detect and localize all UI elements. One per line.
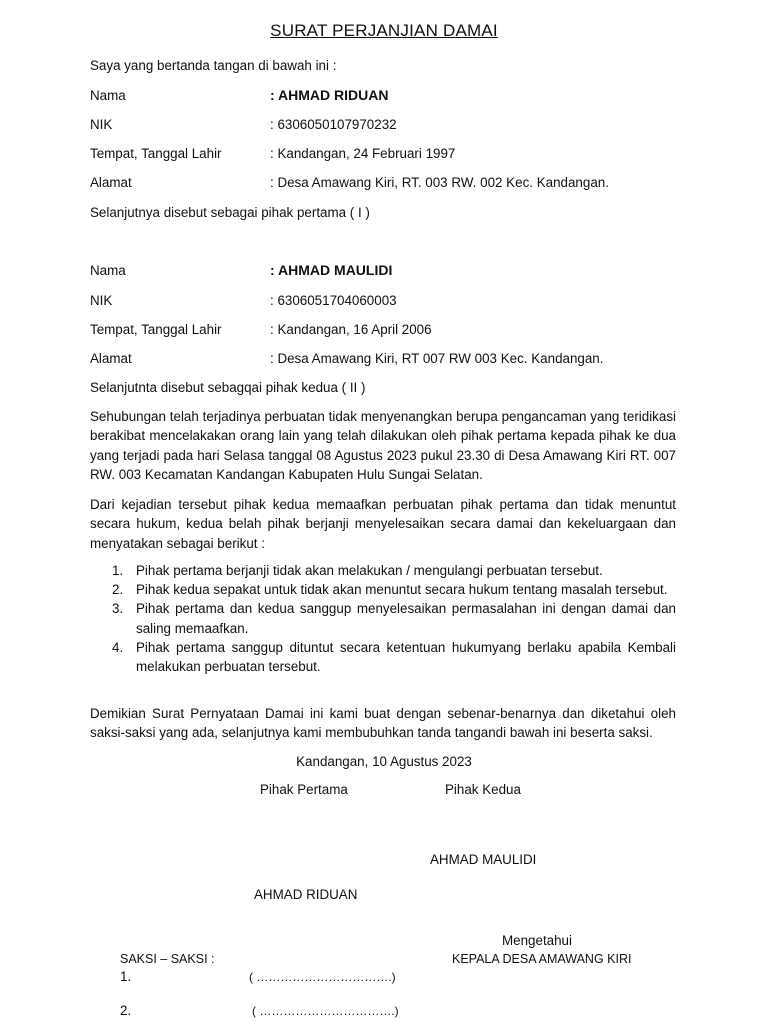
- document-title: SURAT PERJANJIAN DAMAI: [270, 21, 498, 40]
- witnesses-heading: SAKSI – SAKSI :: [120, 952, 215, 966]
- party1-birth-value: : Kandangan, 24 Februari 1997: [270, 146, 456, 161]
- party1-nik-label: NIK: [90, 117, 113, 132]
- witness-signature-line: ( …………………………….): [249, 970, 396, 984]
- party2-address-label: Alamat: [90, 351, 132, 366]
- party2-nik-label: NIK: [90, 293, 113, 308]
- party1-address-label: Alamat: [90, 175, 132, 190]
- party2-name-label: Nama: [90, 263, 126, 278]
- party2-birth-label: Tempat, Tanggal Lahir: [90, 322, 222, 337]
- party1-note: Selanjutnya disebut sebagai pihak pertama ( I ): [90, 205, 370, 220]
- incident-paragraph: Sehubungan telah terjadinya perbuatan tidak menyenangkan berupa pengancaman yang teridikasi berakibat mencelakakan orang lain yang telah dilakukan oleh pihak pertama kepada pihak ke dua yang terjadi pada hari Selasa tanggal 08 Agustus 2023 pukul 23.30 di Desa Amawang Kiri RT. 007 RW. 003 Kecamatan Kandangan Kabupaten Hulu Sungai Selatan.: [90, 409, 676, 482]
- party2-name-value: : AHMAD MAULIDI: [270, 262, 393, 278]
- agreement-item: 2. Pihak kedua sepakat untuk tidak akan menuntut secara hukum tentang masalah tersebut.: [112, 582, 668, 598]
- closing-paragraph: Demikian Surat Pernyataan Damai ini kami buat dengan sebenar-benarnya dan diketahui oleh saksi-saksi yang ada, selanjutnya kami membubuhkan tanda tangandi bawah ini beserta saksi.: [90, 706, 676, 741]
- place-date: Kandangan, 10 Agustus 2023: [296, 754, 472, 769]
- first-party-label: Pihak Pertama: [260, 782, 348, 797]
- village-head-title: KEPALA DESA AMAWANG KIRI: [452, 952, 632, 966]
- party1-birth-label: Tempat, Tanggal Lahir: [90, 146, 222, 161]
- witness-number: 1.: [120, 969, 132, 984]
- second-party-label: Pihak Kedua: [445, 782, 521, 797]
- party2-note: Selanjutnta disebut sebagqai pihak kedua ( II ): [90, 380, 366, 395]
- witness-number: 2.: [120, 1003, 132, 1018]
- party2-birth-value: : Kandangan, 16 April 2006: [270, 322, 432, 337]
- witness-signature-line: ( …………………………….): [252, 1004, 399, 1018]
- party1-address-value: : Desa Amawang Kiri, RT. 003 RW. 002 Kec. Kandangan.: [270, 175, 609, 190]
- acknowledge-label: Mengetahui: [502, 933, 572, 948]
- party2-address-value: : Desa Amawang Kiri, RT 007 RW 003 Kec. Kandangan.: [270, 351, 604, 366]
- agreement-item: 1. Pihak pertama berjanji tidak akan melakukan / mengulangi perbuatan tersebut.: [112, 563, 603, 578]
- party1-name-label: Nama: [90, 88, 126, 103]
- first-party-name: AHMAD RIDUAN: [254, 887, 358, 902]
- second-party-name: AHMAD MAULIDI: [430, 852, 537, 867]
- agreement-list: [90, 561, 676, 676]
- party2-nik-value: : 6306051704060003: [270, 293, 397, 308]
- intro-text: Saya yang bertanda tangan di bawah ini :: [90, 58, 337, 73]
- agreement-item: 4. Pihak pertama sanggup dituntut secara ketentuan hukumyang berlaku apabila Kembali melakukan perbuatan tersebut.: [112, 639, 676, 675]
- party1-nik-value: : 6306050107970232: [270, 117, 397, 132]
- agreement-intro-paragraph: Dari kejadian tersebut pihak kedua memaafkan perbuatan pihak pertama dan tidak menuntut secara hukum, kedua belah pihak berjanji menyelesaikan secara damai dan kekeluargaan dan menyatakan sebagai berikut :: [90, 497, 676, 551]
- agreement-item: 3. Pihak pertama dan kedua sanggup menyelesaikan permasalahan ini dengan damai dan saling memaafkan.: [112, 601, 676, 636]
- party1-name-value: : AHMAD RIDUAN: [270, 87, 389, 103]
